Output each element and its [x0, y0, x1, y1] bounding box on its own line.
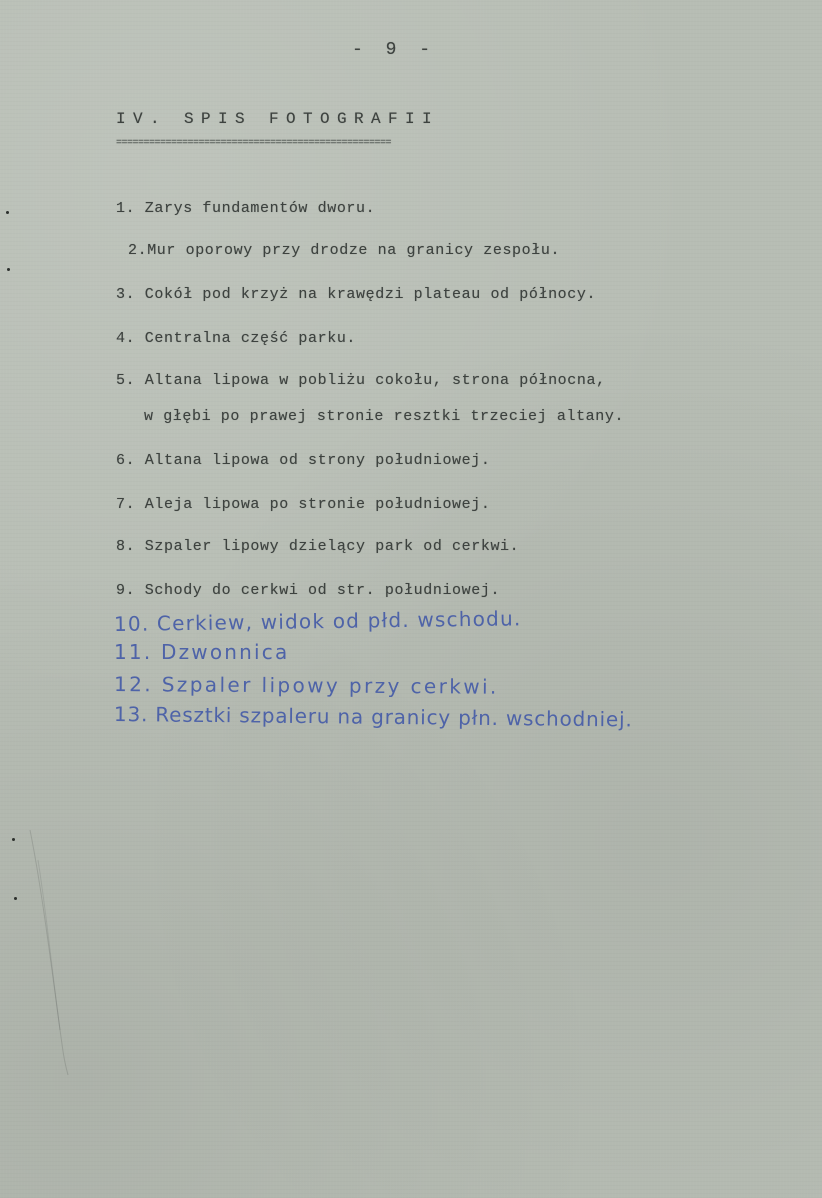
heading-underline: ================================================== — [116, 138, 392, 149]
punch-mark — [7, 268, 10, 271]
handwritten-item-10: 10. Cerkiew, widok od płd. wschodu. — [113, 606, 522, 636]
photo-list-item-9: 9. Schody do cerkwi od str. południowej. — [116, 582, 501, 599]
photo-list-item-8: 8. Szpaler lipowy dzielący park od cerkwi. — [116, 538, 520, 555]
photo-list-item-5: 5. Altana lipowa w pobliżu cokołu, strona północna, — [116, 372, 606, 389]
punch-mark — [12, 838, 15, 841]
photo-list-item-4: 4. Centralna część parku. — [116, 330, 357, 347]
handwritten-item-13: 13. Resztki szpaleru na granicy płn. wschodniej. — [113, 702, 633, 732]
handwritten-item-12: 12. Szpaler lipowy przy cerkwi. — [113, 672, 499, 699]
page-number: - 9 - — [352, 40, 437, 60]
photo-list-item-5-continuation: w głębi po prawej stronie resztki trzeciej altany. — [144, 408, 625, 425]
handwritten-item-11: 11. Dzwonnica — [114, 640, 290, 664]
section-heading: IV. SPIS FOTOGRAFII — [116, 110, 440, 128]
punch-mark — [14, 897, 17, 900]
paper-crease-mark — [20, 820, 80, 1080]
photo-list-item-6: 6. Altana lipowa od strony południowej. — [116, 452, 491, 469]
photo-list-item-3: 3. Cokół pod krzyż na krawędzi plateau od północy. — [116, 286, 597, 303]
punch-mark — [6, 211, 9, 214]
photo-list-item-1: 1. Zarys fundamentów dworu. — [116, 200, 376, 217]
photo-list-item-2: 2.Mur oporowy przy drodze na granicy zespołu. — [128, 242, 561, 259]
photo-list-item-7: 7. Aleja lipowa po stronie południowej. — [116, 496, 491, 513]
